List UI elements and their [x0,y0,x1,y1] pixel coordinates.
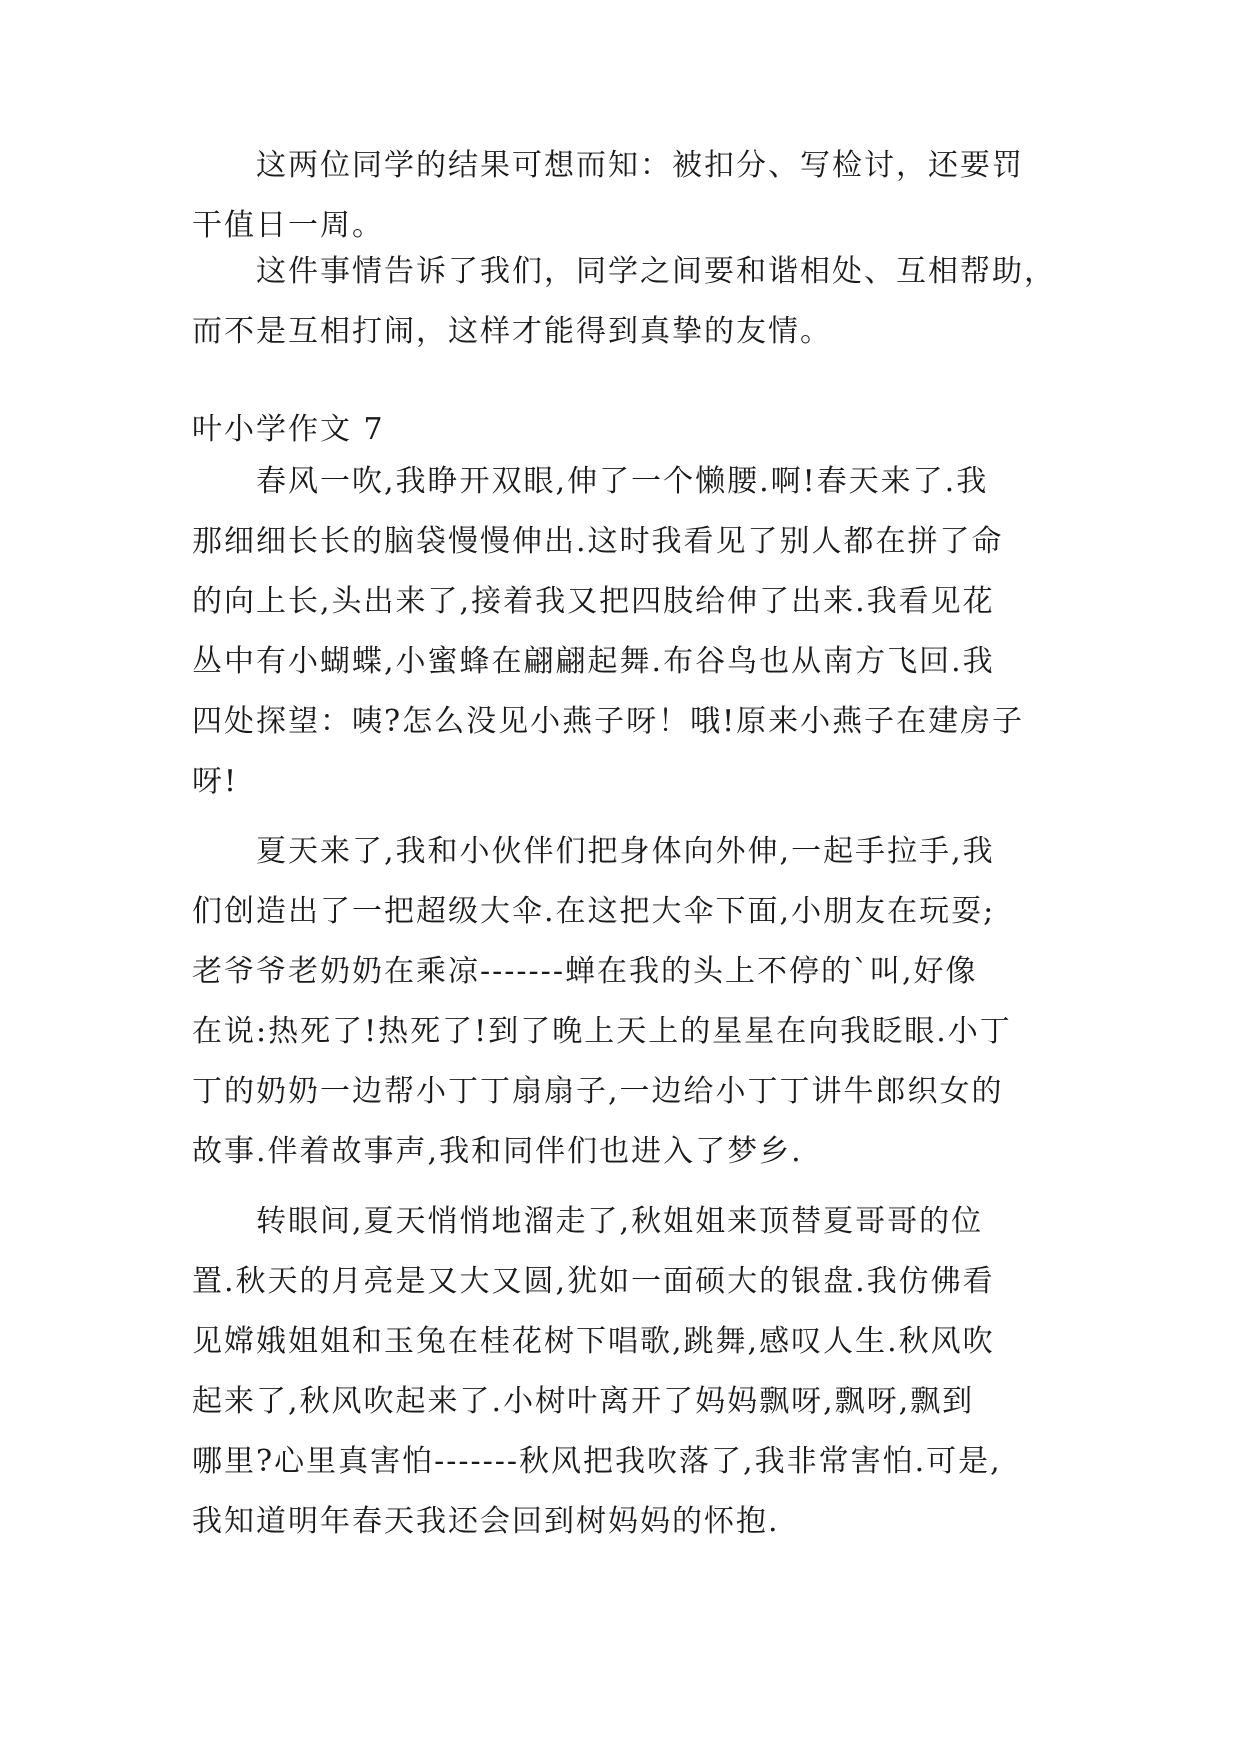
paragraph-line: 丛中有小蝴蝶,小蜜蜂在翩翩起舞.布谷鸟也从南方飞回.我 [192,644,995,679]
paragraph-line: 这两位同学的结果可想而知：被扣分、写检讨，还要罚 [256,148,1024,183]
paragraph-line: 干值日一周。 [192,208,384,243]
paragraph-line: 转眼间,夏天悄悄地溜走了,秋姐姐来顶替夏哥哥的位 [256,1204,984,1239]
intro-paragraph-1 [192,136,1052,256]
paragraph-line: 见嫦娥姐姐和玉兔在桂花树下唱歌,跳舞,感叹人生.秋风吹 [192,1324,995,1359]
paragraph-line: 的向上长,头出来了,接着我又把四肢给伸了出来.我看见花 [192,584,995,619]
paragraph-line: 四处探望：咦?怎么没见小燕子呀！哦!原来小燕子在建房子 [192,704,1025,739]
paragraph-line: 故事.伴着故事声,我和同伴们也进入了梦乡. [192,1134,803,1169]
paragraph-line: 哪里?心里真害怕-------秋风把我吹落了,我非常害怕.可是, [192,1444,1002,1479]
section-title-block [192,400,1052,460]
essay-paragraph-summer [192,822,1052,1182]
paragraph-line: 老爷爷老奶奶在乘凉-------蝉在我的头上不停的`叫,好像 [192,954,978,989]
paragraph-line: 在说:热死了!热死了!到了晚上天上的星星在向我眨眼.小丁 [192,1014,1012,1049]
paragraph-line: 夏天来了,我和小伙伴们把身体向外伸,一起手拉手,我 [256,834,995,869]
paragraph-line: 春风一吹,我睁开双眼,伸了一个懒腰.啊!春天来了.我 [256,464,989,499]
paragraph-line: 我知道明年春天我还会回到树妈妈的怀抱. [192,1504,780,1539]
essay-paragraph-spring [192,452,1052,812]
paragraph-line: 起来了,秋风吹起来了.小树叶离开了妈妈飘呀,飘呀,飘到 [192,1384,975,1419]
paragraph-line: 们创造出了一把超级大伞.在这把大伞下面,小朋友在玩耍; [192,894,996,929]
paragraph-line: 那细细长长的脑袋慢慢伸出.这时我看见了别人都在拼了命 [192,524,1004,559]
paragraph-line: 置.秋天的月亮是又大又圆,犹如一面硕大的银盘.我仿佛看 [192,1264,995,1299]
paragraph-line: 呀! [192,764,239,799]
section-title: 叶小学作文 7 [192,412,385,447]
paragraph-line: 丁的奶奶一边帮小丁丁扇扇子,一边给小丁丁讲牛郎织女的 [192,1074,1004,1109]
paragraph-line: 这件事情告诉了我们，同学之间要和谐相处、互相帮助， [256,254,1056,289]
essay-paragraph-autumn [192,1192,1052,1552]
paragraph-line: 而不是互相打闹，这样才能得到真挚的友情。 [192,314,832,349]
intro-paragraph-2 [192,242,1056,362]
